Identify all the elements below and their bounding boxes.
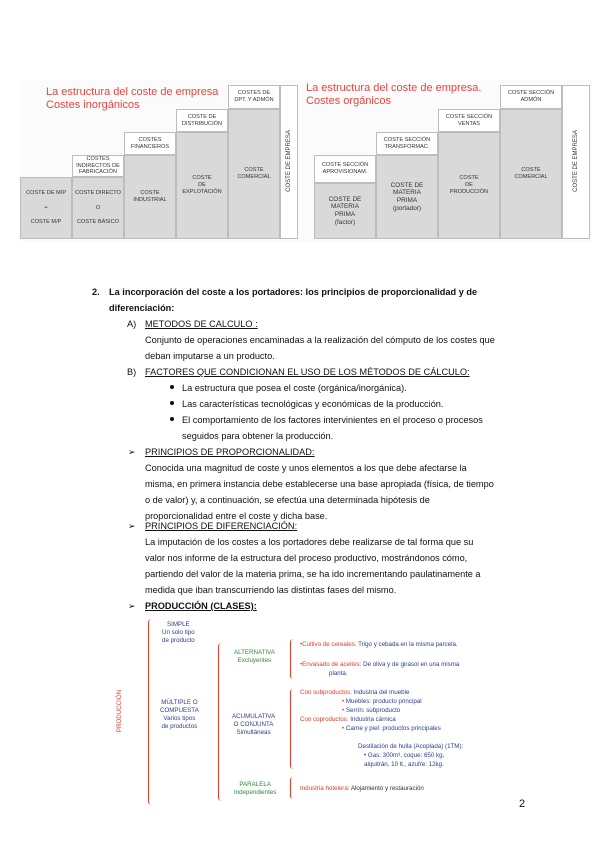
box-label: COSTES [138, 136, 162, 143]
box-label: COSTE SECCIÓN [445, 113, 493, 120]
text-line: partiendo del valor de la materia prima, se ha ido incrementando paulatinamente a [145, 569, 481, 579]
box-label: COSTE [459, 175, 479, 182]
admin-costs-box [228, 85, 280, 109]
bullet-icon [170, 417, 174, 421]
box-label: VENTAS [458, 120, 480, 127]
figure-inorganic-costs [20, 80, 300, 242]
arrow-bullet-icon: ➢ [128, 447, 136, 457]
sub-list-item [342, 725, 441, 733]
bullet-icon: • [342, 698, 345, 705]
page-number: 2 [519, 798, 526, 810]
text-line: o de valor) y, a continuación, se efectúa una determinada hipótesis de [145, 495, 430, 505]
section-number: 2. [92, 287, 100, 297]
box-label: COSTE SECCIÓN [321, 162, 369, 169]
section-heading [109, 284, 549, 316]
example-furniture [300, 689, 409, 697]
node-line: Excluyentes [237, 657, 272, 664]
example-oils [300, 661, 459, 669]
box-label: COSTE M/P [30, 219, 62, 226]
example-value: Industria del mueble [353, 689, 410, 696]
item-b-title: FACTORES QUE CONDICIONAN EL USO DE LOS MÉTODOS DE CÁLCULO: [145, 367, 470, 377]
box-label: COSTE [140, 190, 160, 197]
example-cereals [300, 641, 458, 649]
section-heading-line: diferenciación: [109, 303, 175, 313]
box-label: COSTE DIRECTO [75, 189, 121, 196]
admin-section-box [500, 85, 562, 109]
text-line: medida que iban transcurriendo las distintas fases del mismo. [145, 585, 397, 595]
coal-distillation-line: • Gas: 300m³, coque: 650 kg, [364, 752, 445, 759]
node-line: ALTERNATIVA [234, 649, 275, 656]
box-label: COSTES [86, 155, 110, 162]
list-item: El comportamiento de los factores intervinientes en el proceso o procesos [182, 415, 483, 425]
coal-distillation-line: alquitrán, 10 lt., azufre: 12kg. [364, 761, 444, 768]
box-label: O [95, 204, 101, 211]
production-title: PRODUCCIÓN (CLASES): [145, 601, 257, 611]
text-line: proporcionalidad entre el coste y dicha base. [145, 511, 328, 521]
node-line: PARALELA [239, 781, 271, 788]
box-label: COSTE SECCIÓN [383, 136, 431, 143]
differentiation-text [145, 534, 481, 598]
raw-material-carrier-box [376, 155, 438, 239]
company-cost-label: COSTE DE EMPRESA [286, 130, 292, 192]
example-oils-continued: planta. [329, 670, 348, 677]
box-label: COSTES DE [237, 90, 271, 97]
cumulative-node [232, 713, 275, 737]
box-label: COSTE DE [390, 181, 424, 189]
box-label: INDIRECTOS DE [76, 162, 120, 169]
node-line: Un solo tipo [162, 629, 195, 636]
example-value: De oliva y de girasol en una misma [363, 661, 460, 668]
arrow-bullet-icon: ➢ [128, 601, 136, 611]
box-label: DPT. Y ADMÓN [234, 97, 274, 103]
text-line: misma, en primera instancia debe establecerse una base apropiada (física, de tiempo [145, 479, 494, 489]
box-label: PRIMA [396, 197, 418, 204]
list-item: La estructura que posea el coste (orgánica/inorgánica). [182, 383, 407, 393]
node-line: Independientes [234, 789, 277, 796]
financial-costs-box [124, 132, 176, 155]
text-line: Conocida una magnitud de coste y unos elementos a los que debe afectarse la [145, 463, 467, 473]
box-label: COSTE BÁSICO [77, 219, 119, 226]
text-line: Conjunto de operaciones encaminadas a la realización del cómputo de los costes que [145, 335, 495, 345]
box-label: + [44, 204, 48, 211]
operating-cost-box [176, 132, 228, 239]
sub-list-item [342, 707, 400, 715]
example-label: Con subproductos: [300, 689, 352, 696]
cumulative-brace [290, 689, 296, 769]
main-brace [148, 619, 155, 805]
node-line: COMPUESTA [160, 707, 199, 714]
box-label: MATERIA [393, 189, 421, 197]
node-line: Simultáneas [236, 729, 271, 736]
box-label: (portador) [392, 204, 422, 212]
simple-node [162, 621, 195, 645]
node-line: MÚLTIPLE O [161, 699, 198, 706]
company-cost-label: COSTE DE EMPRESA [573, 130, 579, 192]
parallel-brace [290, 777, 296, 799]
node-line: de productos [161, 723, 198, 730]
sales-section-box [438, 109, 500, 132]
sub-list-text: Serrín: subproducto [345, 707, 401, 714]
box-label: (factor) [334, 218, 356, 226]
item-a-label: A) [127, 319, 137, 329]
box-label: DE [465, 182, 473, 189]
item-a-title: METODOS DE CALCULO : [145, 319, 258, 329]
parallel-node [234, 781, 276, 797]
node-line: O CONJUNTA [233, 721, 274, 728]
box-label: COSTE [192, 175, 212, 182]
figure-title: La estructura del coste de empresa. [306, 82, 482, 94]
box-label: TRANSFORMAC. [384, 143, 430, 150]
example-value: Industria cárnica [350, 716, 396, 723]
proportionality-title: PRINCIPIOS DE PROPORCIONALIDAD: [145, 447, 315, 457]
box-label: COMERCIAL [237, 174, 271, 180]
alternative-node [234, 649, 275, 665]
production-cost-box [438, 132, 500, 239]
coal-distillation: Destilación de hulla (Acoplada) (1TM): [358, 743, 464, 750]
box-label: COSTE [521, 167, 541, 174]
node-line: ACUMULATIVA [232, 713, 276, 720]
example-label: Con coproductos: [300, 716, 349, 723]
box-label: COSTE DE [187, 113, 217, 120]
text-line: valor nos informe de la estructura del proceso productivo, mostrándonos cómo, [145, 553, 468, 563]
example-label: •Envasado de aceites: [300, 661, 362, 668]
box-label: MATERIA [331, 203, 359, 211]
example-value: Alojamiento y restauración [350, 785, 424, 792]
box-label: INDUSTRIAL [133, 197, 167, 203]
figure-subtitle: Costes orgánicos [306, 95, 391, 107]
example-label: •Cultivo de cereales: [300, 641, 357, 648]
example-value: Trigo y cebada en la misma parcela. [358, 641, 458, 648]
box-label: DE [198, 182, 206, 189]
box-label: APROVISIONAM. [322, 169, 368, 175]
distribution-cost-box [176, 109, 228, 132]
cost-mp-box [20, 177, 72, 239]
node-line: SIMPLE [166, 621, 190, 628]
multiple-node [160, 699, 199, 731]
direct-cost-box [72, 177, 124, 239]
bullet-icon [170, 401, 174, 405]
production-diagram [110, 615, 530, 810]
commercial-cost-box [228, 109, 280, 239]
example-meat [300, 716, 396, 724]
text-line: deban imputarse a un producto. [145, 351, 275, 361]
commercial-cost-box [500, 109, 562, 239]
example-hotel [300, 785, 424, 793]
arrow-bullet-icon: ➢ [128, 521, 136, 531]
box-label: FINANCIEROS [130, 143, 170, 150]
box-label: EXPLOTACIÓN [182, 188, 222, 195]
example-label: Industria hotelera: [300, 785, 350, 792]
industrial-cost-box [124, 155, 176, 239]
box-label: ADMÓN [520, 97, 542, 103]
box-label: FABRICACIÓN [79, 169, 117, 176]
item-b-label: B) [127, 367, 137, 377]
box-label: COSTE DE [328, 195, 362, 203]
raw-material-factor-box [314, 183, 376, 239]
list-item-continued: seguidos para obtener la producción. [182, 431, 334, 441]
differentiation-title: PRINCIPIOS DE DIFERENCIACIÓN: [145, 521, 298, 531]
node-line: de producto [162, 637, 195, 644]
text-line: La imputación de los costes a los portadores debe realizarse de tal forma que su [145, 537, 474, 547]
bullet-icon: • [342, 725, 345, 732]
bullet-icon [170, 385, 174, 389]
alternative-brace [290, 639, 296, 679]
box-label: DISTRIBUCIÓN [181, 120, 223, 127]
sub-list-text: Muebles: producto principal [345, 698, 422, 705]
box-label: COSTE SECCIÓN [507, 90, 555, 97]
box-label: PRIMA [334, 211, 356, 218]
figure-subtitle: Costes inorgánicos [46, 99, 140, 111]
figure-organic-costs [300, 80, 592, 242]
indirect-costs-box [72, 155, 124, 177]
section-heading-line: La incorporación del coste a los portadores: los principios de proporcionalidad y de [109, 287, 478, 297]
figure-title: La estructura del coste de empresa [46, 86, 219, 98]
node-line: Varios tipos [163, 715, 196, 722]
list-item: Las características tecnológicas y económicas de la producción. [182, 399, 444, 409]
bullet-icon: • [342, 707, 345, 714]
box-label: PRODUCCIÓN [449, 188, 489, 195]
transformation-section-box [376, 132, 438, 155]
sub-list-text: Carne y piel: productos principales [345, 725, 441, 732]
box-label: COSTE [244, 167, 264, 174]
procurement-section-box [314, 155, 376, 183]
box-label: COSTE DE M/P [25, 189, 67, 196]
proportionality-text [145, 460, 494, 524]
box-label: COMERCIAL [514, 174, 548, 180]
multiple-brace [218, 643, 225, 801]
sub-list-item [342, 698, 422, 706]
root-label: PRODUCCIÓN [116, 689, 123, 733]
item-a-text [145, 332, 495, 364]
